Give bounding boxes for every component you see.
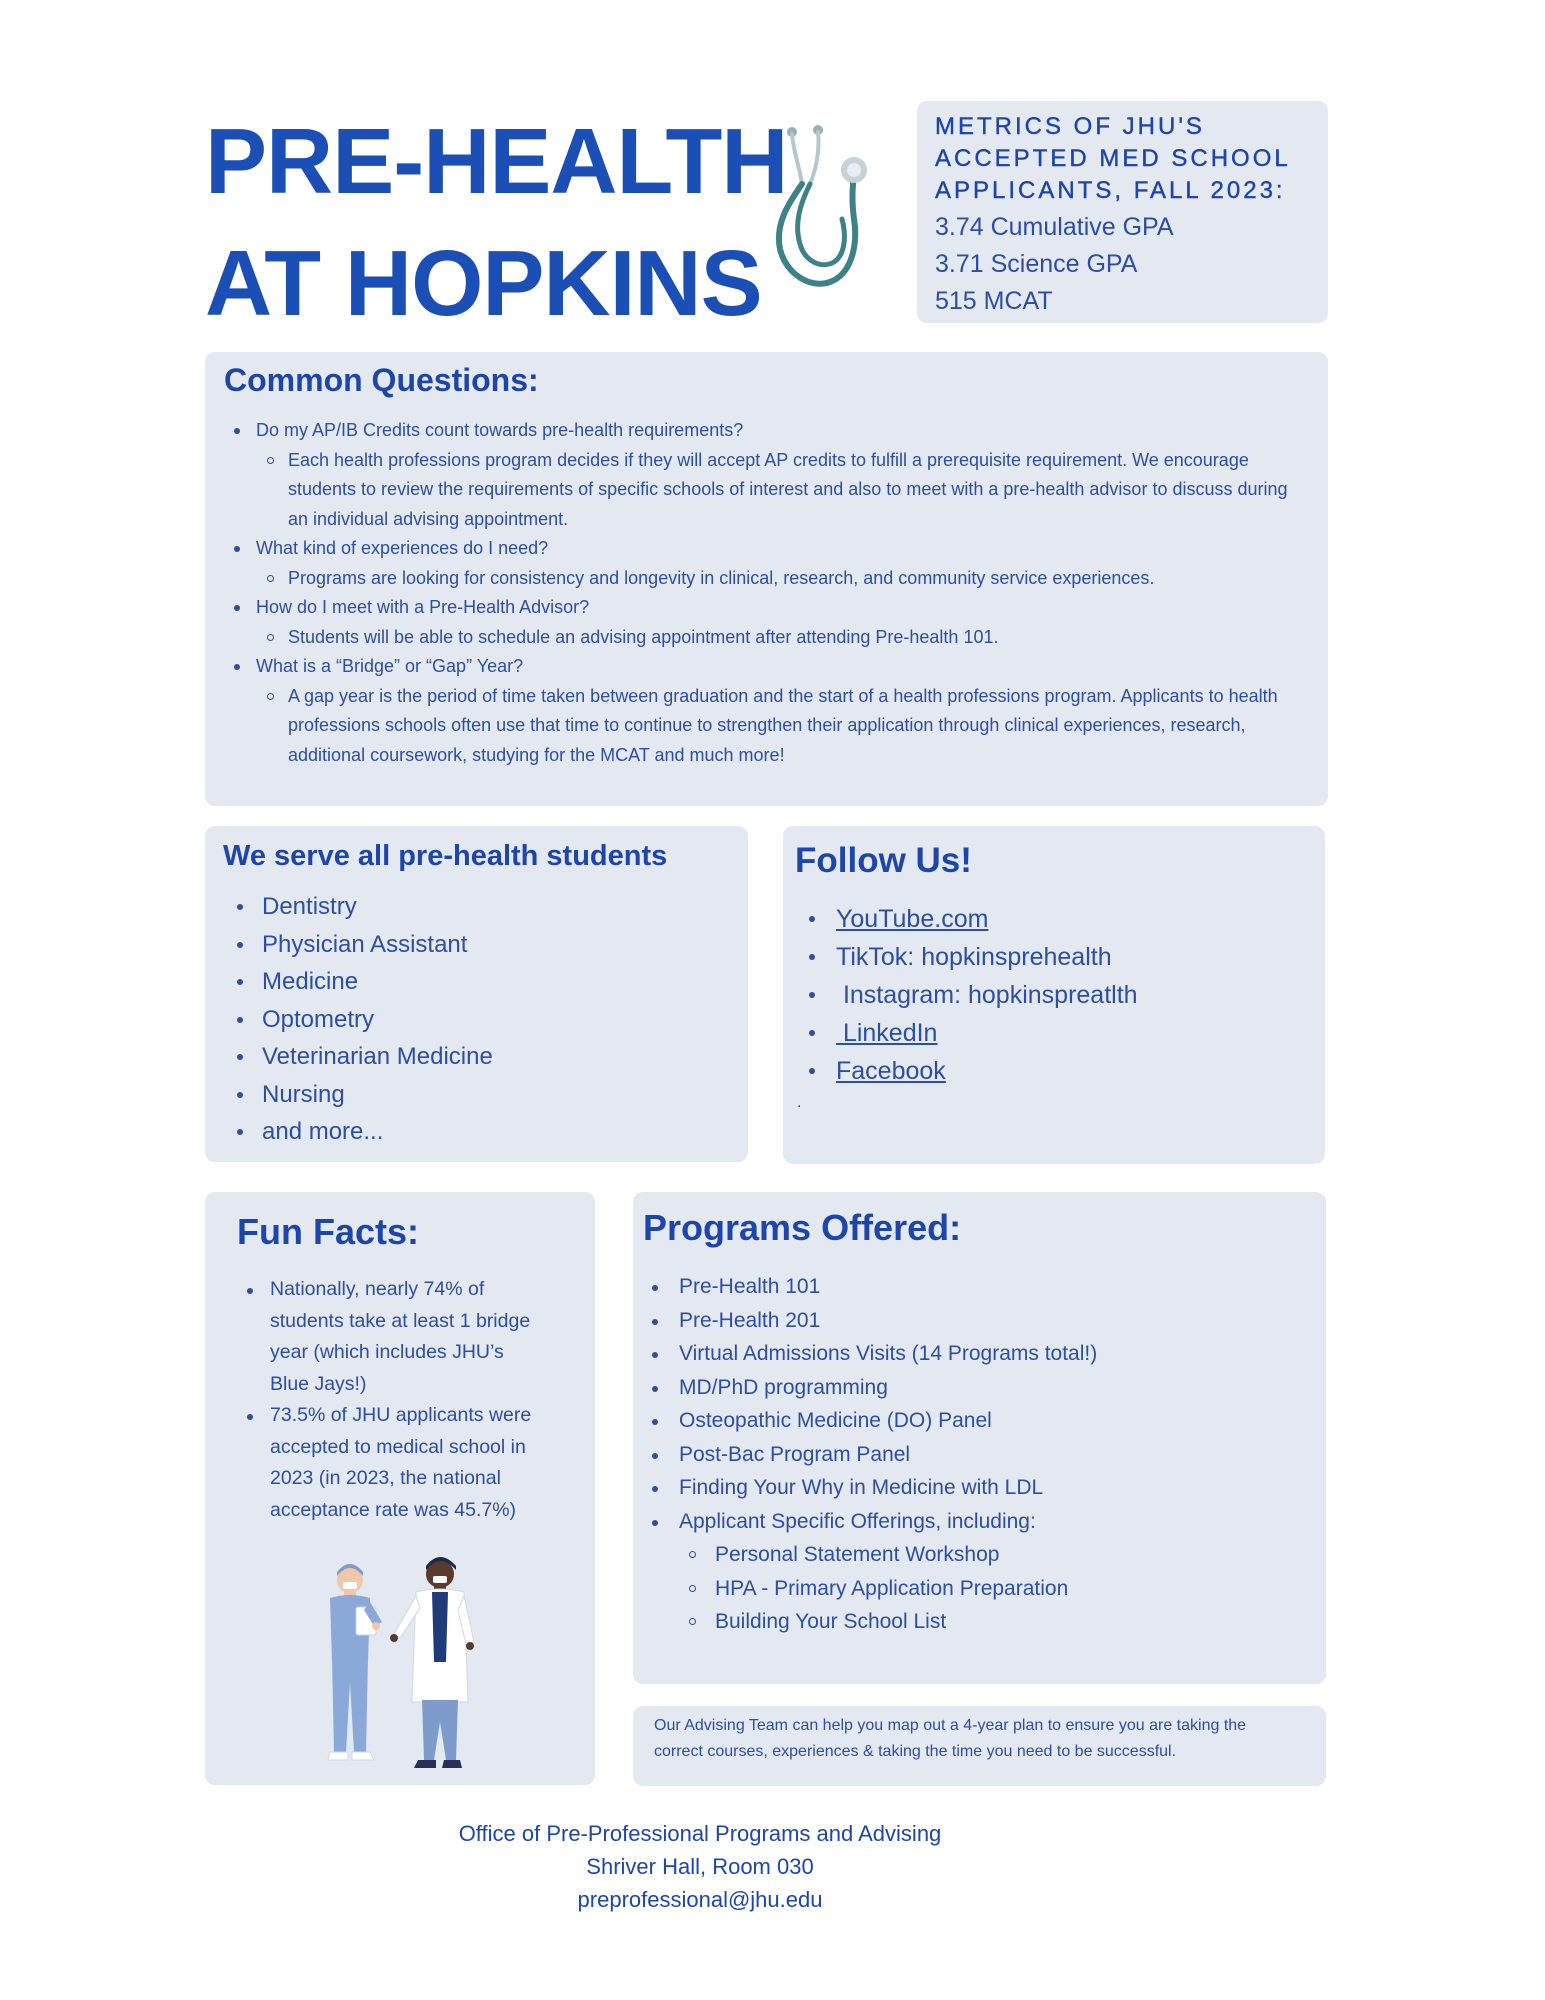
office-email[interactable]: preprofessional@jhu.edu xyxy=(577,1887,823,1912)
question-item xyxy=(224,652,1298,770)
page-title-line-2: AT HOPKINS xyxy=(205,231,762,335)
list-item: Optometry xyxy=(223,1001,748,1039)
fun-facts-list xyxy=(237,1274,537,1526)
list-item: Osteopathic Medicine (DO) Panel xyxy=(643,1404,1326,1438)
stethoscope-icon xyxy=(770,124,880,294)
question-text: What kind of experiences do I need? xyxy=(256,538,549,558)
advising-note-card xyxy=(633,1706,1326,1786)
serve-title: We serve all pre-health students xyxy=(223,840,668,872)
question-item xyxy=(224,593,1298,652)
office-location: Shriver Hall, Room 030 xyxy=(586,1854,814,1879)
footer-contact xyxy=(395,1817,1005,1916)
fun-facts-title: Fun Facts: xyxy=(237,1211,420,1252)
answer-text: Students will be able to schedule an advising appointment after attending Pre-health 101. xyxy=(256,623,1298,653)
list-item: Medicine xyxy=(223,963,748,1001)
advising-note-text: Our Advising Team can help you map out a 4-year plan to ensure you are taking the correct courses, experiences & taking the time you need to be successful. xyxy=(654,1717,1247,1760)
list-item: Veterinarian Medicine xyxy=(223,1038,748,1076)
metrics-heading-line-2: ACCEPTED MED SCHOOL xyxy=(935,145,1291,172)
metrics-heading-line-1: METRICS OF JHU'S xyxy=(935,113,1205,140)
metrics-heading xyxy=(935,111,1328,207)
programs-offered-card xyxy=(633,1192,1326,1684)
answer-text: Each health professions program decides if they will accept AP credits to fulfill a prerequisite requirement. We encourage students to review the requirements of specific schools of interest and also to meet with a pre-health advisor to discuss during an individual advising appointment. xyxy=(256,446,1298,535)
serve-card xyxy=(205,826,748,1162)
question-text: How do I meet with a Pre-Health Advisor? xyxy=(256,597,590,617)
list-item: Pre-Health 201 xyxy=(643,1304,1326,1338)
list-item: MD/PhD programming xyxy=(643,1371,1326,1405)
list-item: Nationally, nearly 74% of students take at least 1 bridge year (which includes JHU’s Blue Jays!) xyxy=(237,1274,537,1400)
serve-list xyxy=(223,888,748,1151)
doctors-illustration xyxy=(290,1552,500,1782)
youtube-link[interactable]: YouTube.com xyxy=(836,905,989,933)
questions-list xyxy=(224,416,1298,770)
common-questions-title: Common Questions: xyxy=(224,362,539,398)
list-item xyxy=(643,1505,1326,1639)
question-item xyxy=(224,534,1298,593)
list-item: Post-Bac Program Panel xyxy=(643,1438,1326,1472)
list-item: Pre-Health 101 xyxy=(643,1270,1326,1304)
metrics-heading-line-3: APPLICANTS, FALL 2023: xyxy=(935,177,1286,204)
social-list xyxy=(795,900,1325,1090)
programs-list xyxy=(643,1270,1326,1639)
answer-text: A gap year is the period of time taken between graduation and the start of a health professions program. Applicants to health professions schools often use that time to continue to strengthen their application through clinical experiences, research, additional coursework, studying for the MCAT and much more! xyxy=(256,682,1298,771)
metric-cumulative-gpa: 3.74 Cumulative GPA xyxy=(935,213,1174,241)
page-title xyxy=(205,100,787,344)
question-text: What is a “Bridge” or “Gap” Year? xyxy=(256,656,524,676)
list-item: Finding Your Why in Medicine with LDL xyxy=(643,1471,1326,1505)
list-item-label: Applicant Specific Offerings, including: xyxy=(679,1509,1036,1533)
metrics-card xyxy=(917,101,1328,323)
office-name: Office of Pre-Professional Programs and Advising xyxy=(458,1821,942,1846)
instagram-handle: Instagram: hopkinspreatlth xyxy=(795,976,1325,1014)
list-item: HPA - Primary Application Preparation xyxy=(679,1572,1326,1606)
common-questions-card xyxy=(205,352,1328,806)
programs-offered-title: Programs Offered: xyxy=(643,1207,962,1248)
list-item: Building Your School List xyxy=(679,1605,1326,1639)
fun-facts-card xyxy=(205,1192,595,1785)
follow-us-card xyxy=(783,826,1325,1164)
page-title-line-1: PRE-HEALTH xyxy=(205,109,788,213)
answer-text: Programs are looking for consistency and longevity in clinical, research, and community service experiences. xyxy=(256,564,1298,594)
list-item: 73.5% of JHU applicants were accepted to medical school in 2023 (in 2023, the national acceptance rate was 45.7%) xyxy=(237,1400,537,1526)
metric-mcat: 515 MCAT xyxy=(935,287,1053,315)
list-item: and more... xyxy=(223,1113,748,1151)
facebook-link[interactable]: Facebook xyxy=(836,1057,946,1085)
list-item: Dentistry xyxy=(223,888,748,926)
list-item: Physician Assistant xyxy=(223,926,748,964)
follow-us-title: Follow Us! xyxy=(795,841,972,880)
trailing-dot: . xyxy=(797,1094,802,1111)
metric-science-gpa: 3.71 Science GPA xyxy=(935,250,1138,278)
list-item: Personal Statement Workshop xyxy=(679,1538,1326,1572)
applicant-offerings-list xyxy=(679,1538,1326,1639)
question-text: Do my AP/IB Credits count towards pre-health requirements? xyxy=(256,420,744,440)
list-item: Virtual Admissions Visits (14 Programs total!) xyxy=(643,1337,1326,1371)
list-item: Nursing xyxy=(223,1076,748,1114)
question-item xyxy=(224,416,1298,534)
tiktok-handle: TikTok: hopkinsprehealth xyxy=(795,938,1325,976)
linkedin-link[interactable]: LinkedIn xyxy=(836,1019,938,1047)
